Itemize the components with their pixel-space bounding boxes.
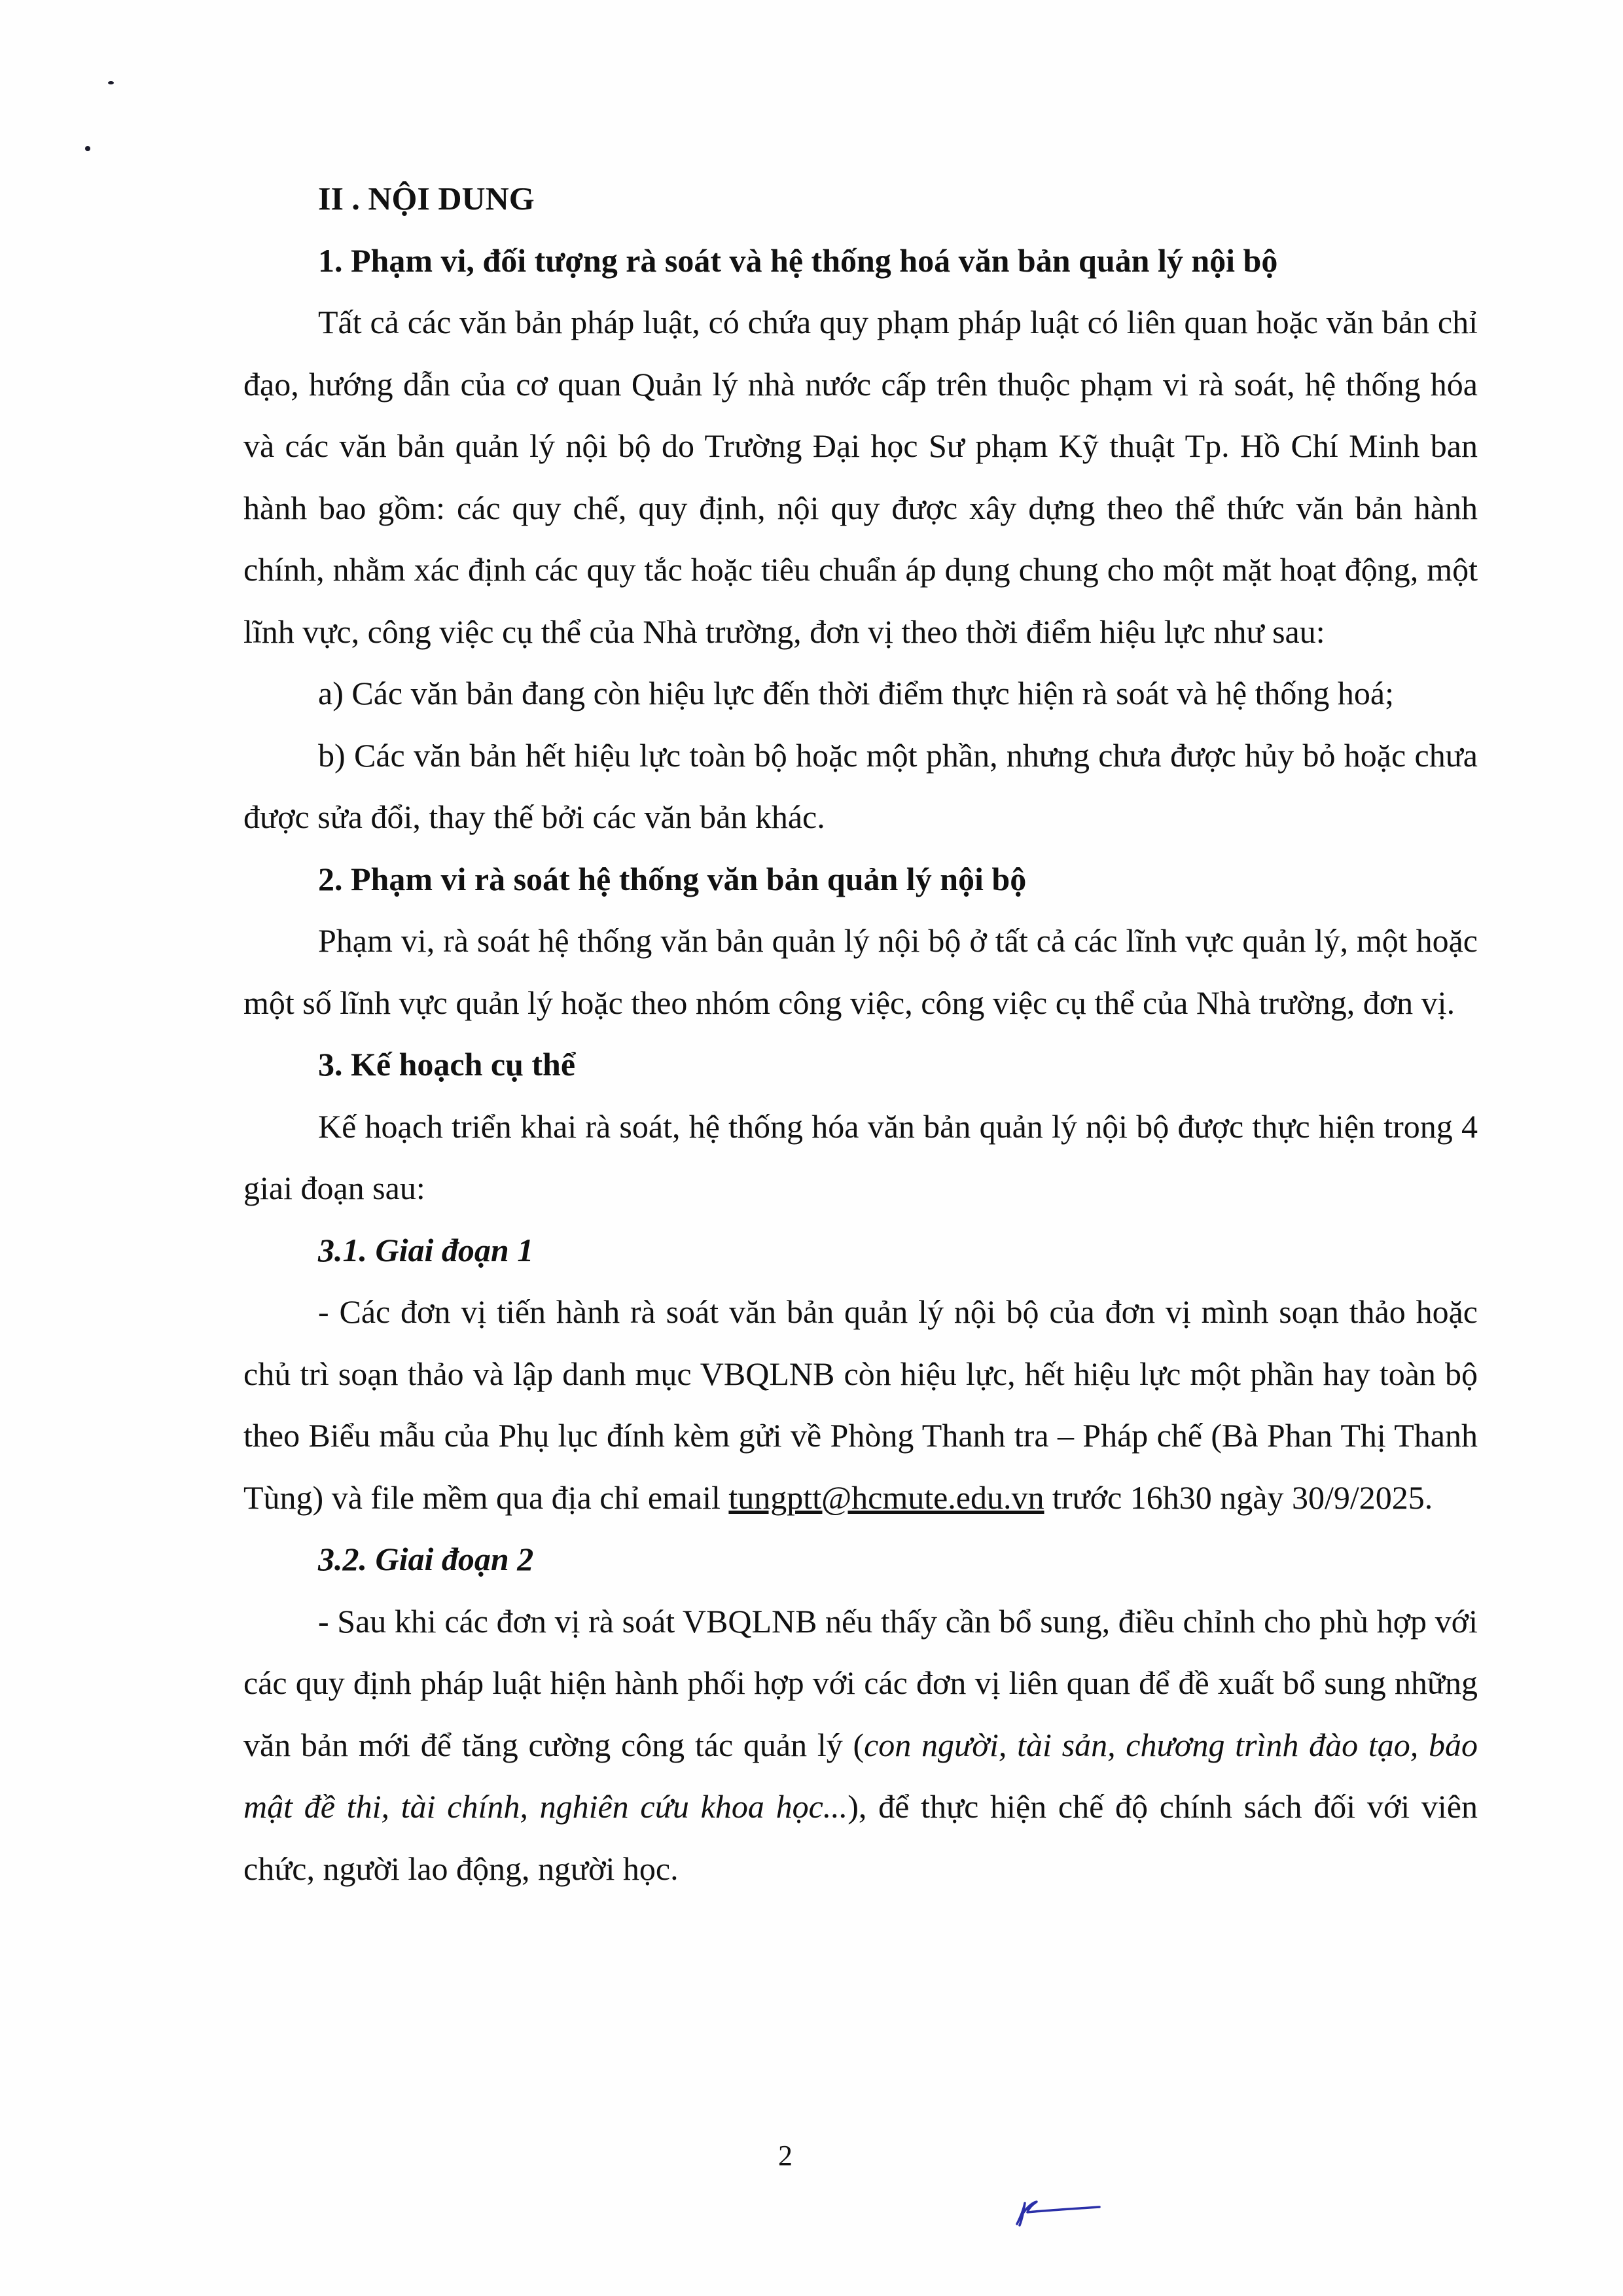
page-number: 2 (778, 2140, 793, 2172)
paragraph-scope-intro: Tất cả các văn bản pháp luật, có chứa quy phạm pháp luật có liên quan hoặc văn bản chỉ đạo, hướng dẫn của cơ quan Quản lý nhà nước cấp trên thuộc phạm vi rà soát, hệ thống hóa và các văn bản quản lý nội bộ do Trường Đại học Sư phạm Kỹ thuật Tp. Hồ Chí Minh ban hành bao gồm: các quy chế, quy định, nội quy được xây dựng theo thể thức văn bản hành chính, nhằm xác định các quy tắc hoặc tiêu chuẩn áp dụng chung cho một mặt hoạt động, một lĩnh vực, công việc cụ thể của Nhà trường, đơn vị theo thời điểm hiệu lực như sau: (243, 304, 1478, 650)
heading-2: 2. Phạm vi rà soát hệ thống văn bản quản lý nội bộ (318, 860, 1027, 897)
list-item-a: a) Các văn bản đang còn hiệu lực đến thời điểm thực hiện rà soát và hệ thống hoá; (318, 675, 1395, 711)
phase-1-text: - Các đơn vị tiến hành rà soát văn bản quản lý nội bộ của đơn vị mình soạn thảo hoặc chủ trì soạn thảo và lập danh mục VBQLNB còn hiệu lực, hết hiệu lực một phần hay toàn bộ theo Biểu mẫu của Phụ lục đính kèm gửi về Phòng Thanh tra – Pháp chế (Bà Phan Thị Thanh Tùng) và file mềm qua địa chỉ email (243, 1293, 1478, 1516)
initials-stroke (1017, 2202, 1099, 2225)
phase-2-text-end: ), để thực hiện chế độ chính sách đối với viên chức, người lao động, người học. (243, 1788, 1478, 1887)
list-item-b: b) Các văn bản hết hiệu lực toàn bộ hoặc một phần, nhưng chưa được hủy bỏ hoặc chưa được sửa đổi, thay thế bởi các văn bản khác. (243, 736, 1478, 835)
phase-2-examples: con người, tài sản, chương trình đào tạo, bảo mật đề thi, tài chính, nghiên cứu khoa học... (243, 1726, 1478, 1825)
phase-1-deadline: trước 16h30 ngày 30/9/2025. (1044, 1479, 1433, 1516)
paragraph-plan-intro: Kế hoạch triển khai rà soát, hệ thống hóa văn bản quản lý nội bộ được thực hiện trong 4 giai đoạn sau: (243, 1107, 1478, 1206)
heading-phase-1: 3.1. Giai đoạn 1 (318, 1231, 534, 1268)
paragraph-phase-2 (243, 1590, 1478, 1900)
heading-1: 1. Phạm vi, đối tượng rà soát và hệ thống hoá văn bản quản lý nội bộ (318, 242, 1278, 279)
email-link[interactable]: tungptt@hcmute.edu.vn (728, 1479, 1044, 1516)
phase-2-text: - Sau khi các đơn vị rà soát VBQLNB nếu thấy cần bổ sung, điều chỉnh cho phù hợp với các quy định pháp luật hiện hành phối hợp với các đơn vị liên quan để đề xuất bổ sung những văn bản mới để tăng cường công tác quản lý ( (243, 1602, 1478, 1763)
document-body (243, 168, 1478, 1899)
paragraph-phase-1 (243, 1281, 1478, 1528)
section-title: II . NỘI DUNG (318, 180, 535, 217)
handwritten-initials-icon (1013, 2190, 1105, 2229)
scan-speck (85, 146, 90, 151)
scan-speck (108, 81, 114, 84)
heading-3: 3. Kế hoạch cụ thể (318, 1046, 576, 1083)
heading-phase-2: 3.2. Giai đoạn 2 (318, 1541, 534, 1577)
paragraph-review-scope: Phạm vi, rà soát hệ thống văn bản quản lý nội bộ ở tất cả các lĩnh vực quản lý, một hoặc một số lĩnh vực quản lý hoặc theo nhóm công việc, công việc cụ thể của Nhà trường, đơn vị. (243, 922, 1478, 1021)
